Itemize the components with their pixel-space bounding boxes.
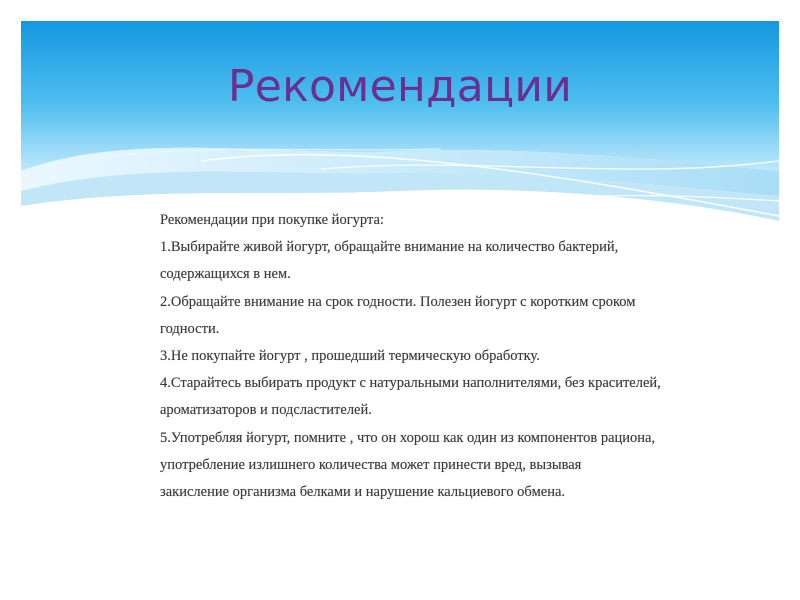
text-line-2b: годности. [160, 320, 220, 337]
text-line-5b: употребление излишнего количества может принести вред, вызывая [160, 456, 582, 473]
text-line-5c: закисление организма белками и нарушение кальциевого обмена. [160, 484, 566, 501]
slide-title: Рекомендации [227, 61, 573, 112]
text-line-2a: 2.Обращайте внимание на срок годности. Полезен йогурт с коротким сроком [160, 293, 636, 310]
text-line-4a: 4.Старайтесь выбирать продукт с натуральными наполнителями, без красителей, [160, 375, 661, 392]
slide-frame [21, 21, 779, 579]
text-line-intro: Рекомендации при покупке йогурта: [160, 212, 384, 228]
text-line-3: 3.Не покупайте йогурт , прошедший термическую обработку. [160, 348, 540, 365]
text-line-4b: ароматизаторов и подсластителей. [160, 402, 372, 419]
text-line-1a: 1.Выбирайте живой йогурт, обращайте внимание на количество бактерий, [160, 239, 619, 256]
text-line-1b: содержащихся в нем. [160, 266, 291, 283]
recommendations-text [160, 207, 720, 506]
text-line-5a: 5.Употребляя йогурт, помните , что он хорош как один из компонентов рациона, [160, 429, 656, 446]
